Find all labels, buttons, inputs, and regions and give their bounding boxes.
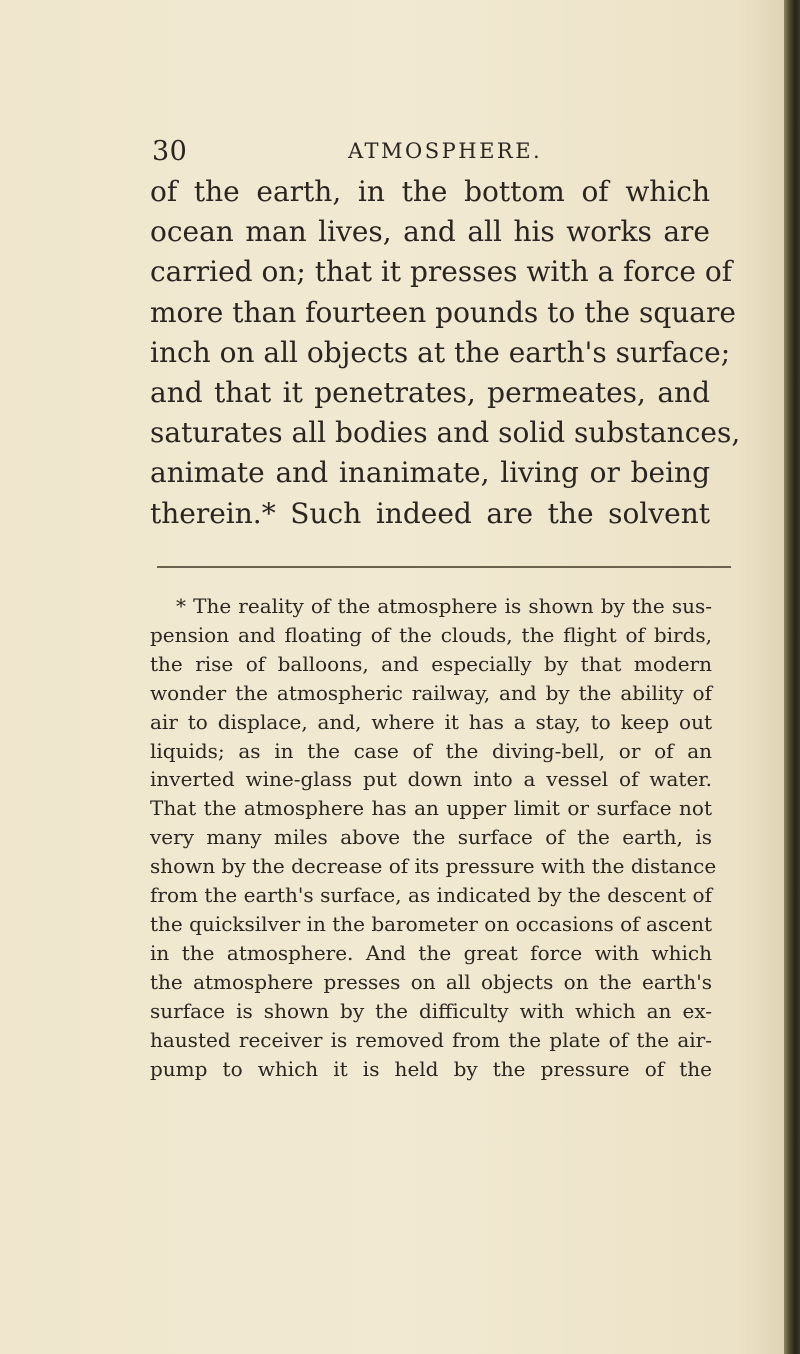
footnote-line: wonder the atmospheric railway, and by the ability of [150, 680, 712, 705]
footnote-line: the rise of balloons, and especially by that modern [150, 651, 712, 676]
page-number: 30 [152, 136, 188, 167]
footnote-line: pension and floating of the clouds, the flight of birds, [150, 622, 712, 647]
footnote-line: in the atmosphere. And the great force with which [150, 940, 712, 965]
footnote-line: very many miles above the surface of the earth, is [150, 825, 712, 850]
footnote-line: from the earth's surface, as indicated by the descent of [150, 883, 712, 908]
footnote-line: air to displace, and, where it has a stay, to keep out [150, 709, 712, 734]
running-head: ATMOSPHERE. [348, 139, 543, 163]
text-line: therein.* Such indeed are the solvent [150, 496, 710, 530]
footnote-line: liquids; as in the case of the diving-bell, or of an [150, 738, 712, 763]
page-edge-shadow [784, 0, 800, 1354]
text-line: and that it penetrates, permeates, and [150, 376, 710, 410]
footnote-line: shown by the decrease of its pressure with the distance [150, 854, 717, 879]
text-line: carried on; that it presses with a force of [150, 255, 733, 289]
footnote-line: * The reality of the atmosphere is shown by the sus- [176, 594, 712, 618]
footnote-line: hausted receiver is removed from the plate of the air- [150, 1027, 712, 1052]
footnote-line: pump to which it is held by the pressure of the [150, 1056, 712, 1081]
footnote-line: surface is shown by the difficulty with which an ex- [150, 998, 712, 1023]
text-line: more than fourteen pounds to the square [150, 295, 736, 329]
main-text [150, 172, 741, 534]
footnote [150, 592, 717, 1083]
text-line: saturates all bodies and solid substances, [150, 416, 741, 450]
text-line: of the earth, in the bottom of which [150, 175, 710, 208]
text-line: animate and inanimate, living or being [150, 456, 710, 490]
footnote-line: the quicksilver in the barometer on occasions of ascent [150, 911, 713, 936]
page-header [152, 136, 712, 172]
footnote-line: That the atmosphere has an upper limit or surface not [150, 796, 712, 821]
text-line: ocean man lives, and all his works are [150, 215, 710, 249]
text-line: inch on all objects at the earth's surface; [150, 335, 731, 369]
footnote-divider [157, 566, 731, 568]
footnote-line: the atmosphere presses on all objects on the earth's [150, 969, 712, 994]
footnote-line: inverted wine-glass put down into a vessel of water. [150, 767, 712, 792]
